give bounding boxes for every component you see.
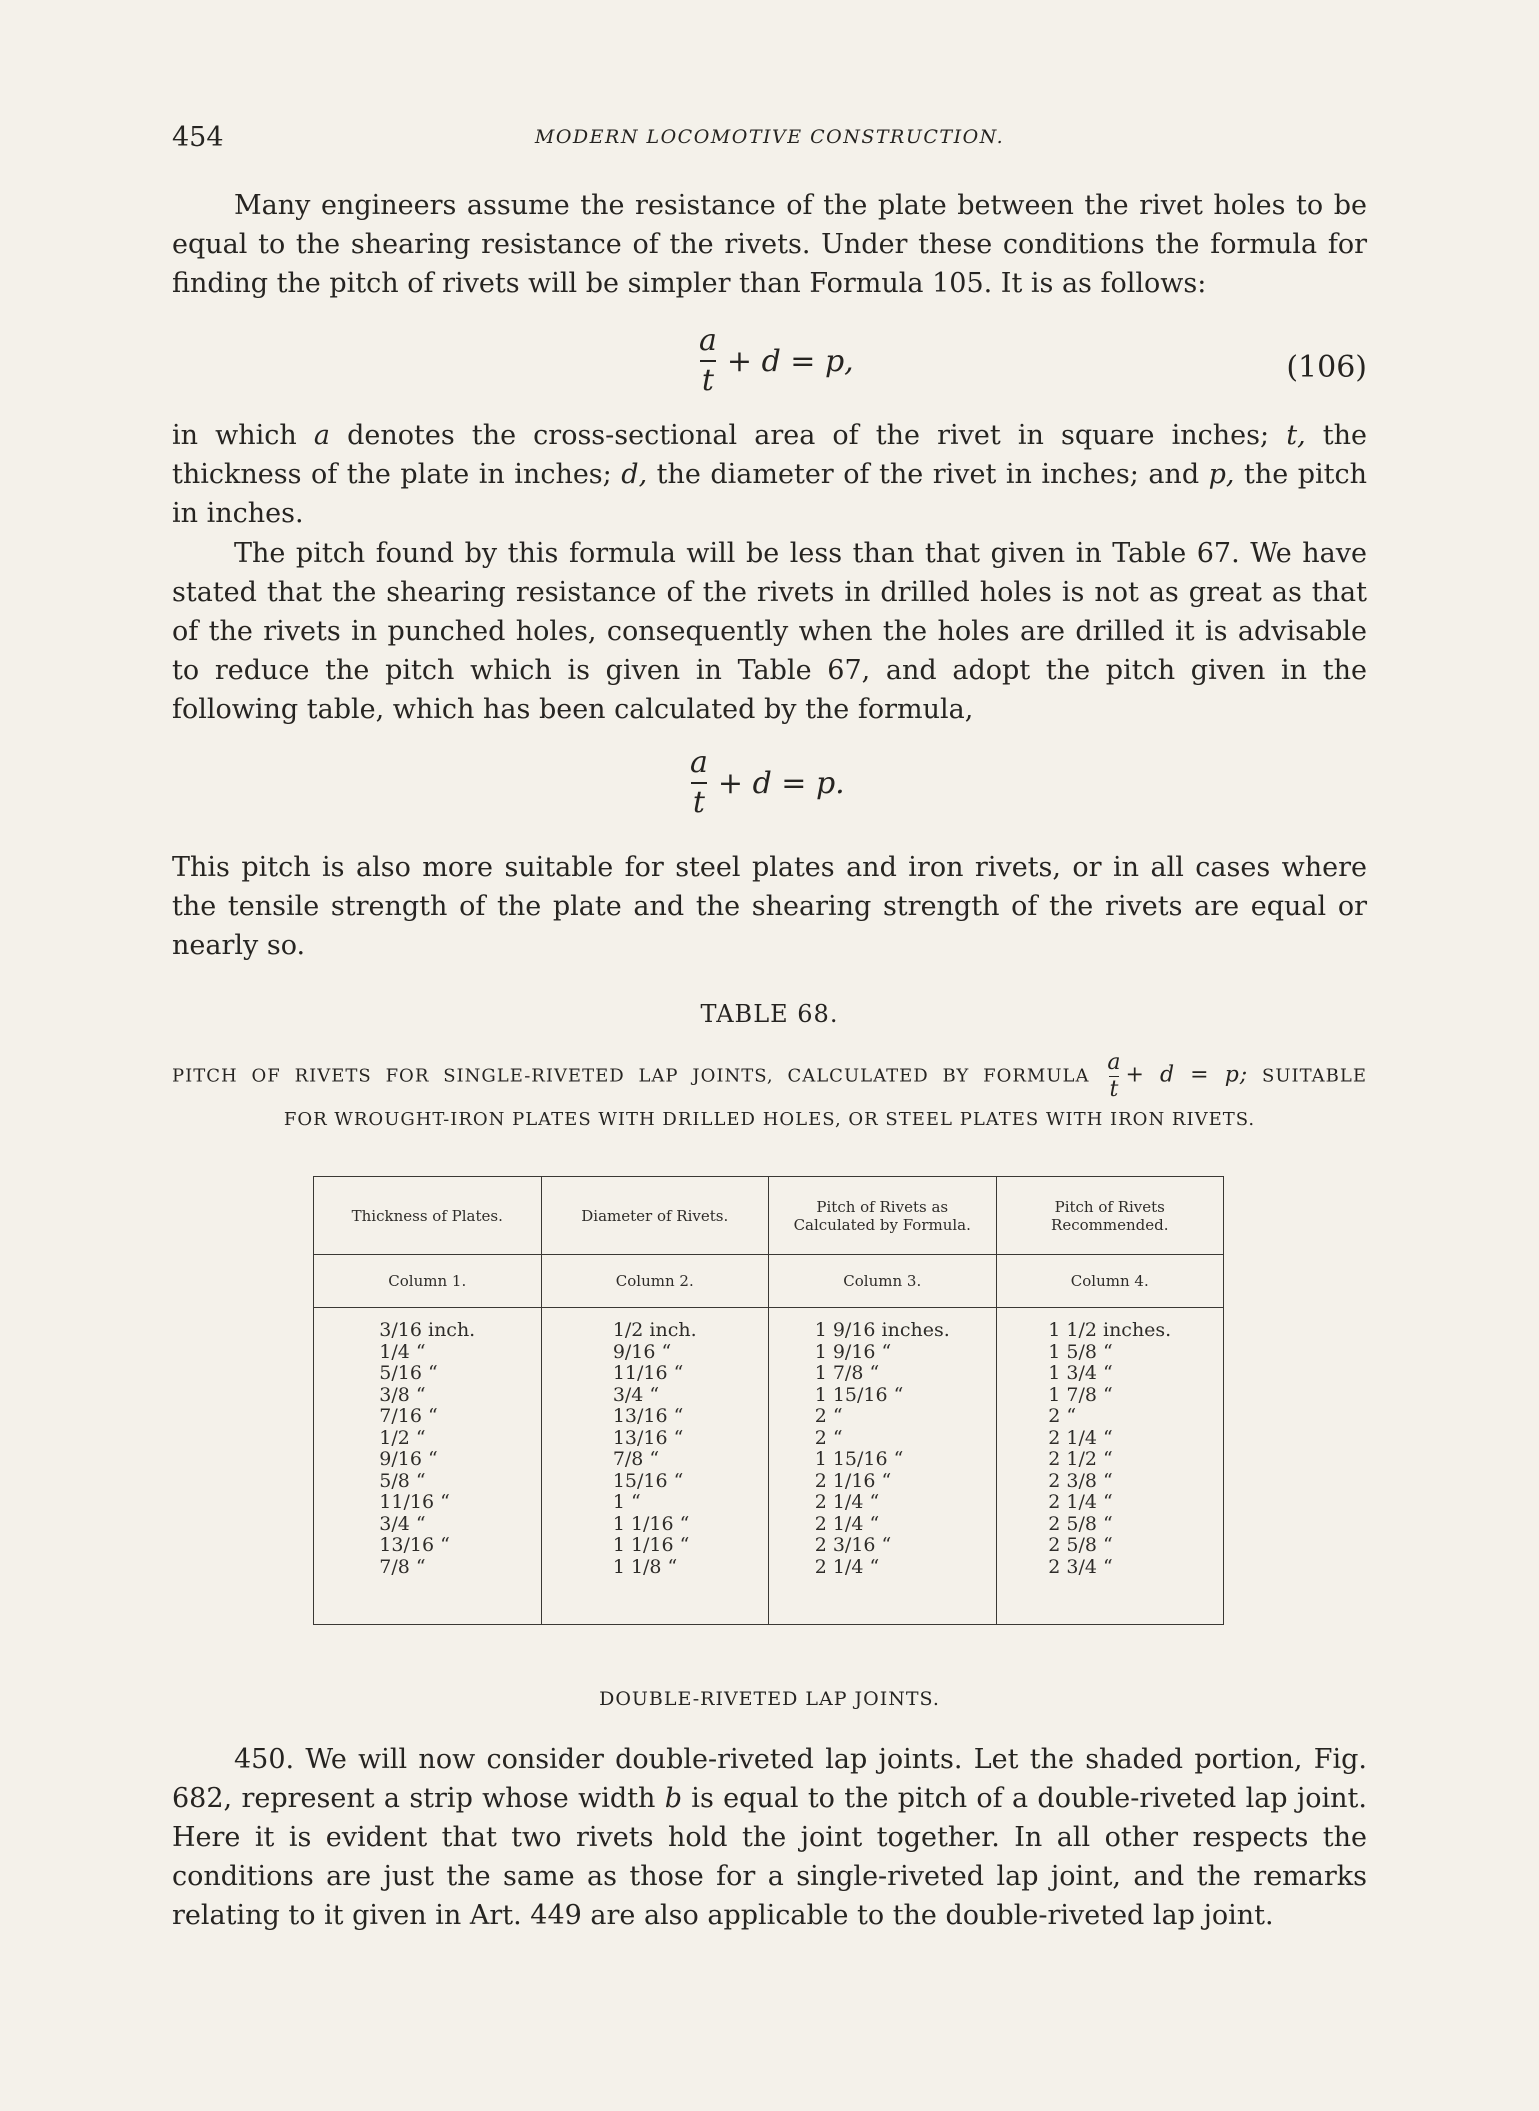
table-cell: 1 15/16 “ [814,1448,904,1470]
table-cell: 2 3/8 “ [1048,1469,1113,1492]
formula-rest: + d = p, [726,343,854,379]
table-body-row [314,1308,1224,1625]
formula-pitch [172,745,1367,828]
table-cell: 1 3/4 “ [1048,1362,1113,1384]
table-cell: 11/16 “ [379,1491,450,1513]
paragraph-intro: Many engineers assume the resistance of the plate between the rivet holes to be equal to the shearing resistance of the rivets. Under these conditions the formula for finding the pitch of rivets will be simpler than Formula 105. It is as follows: [172,190,1367,299]
paragraph-450: 450. We will now consider double-riveted lap joints. Let the shaded portion, Fig. 682, represent a strip whose width b is equal to the pitch of a double-riveted lap joint. Here it is evident that two rivets hold the joint together. In all other respects the conditions are just the same as those for a single-riveted lap joint, and the remarks relating to it given in Art. 449 are also applicable to the double-riveted lap joint. [172,1744,1367,1931]
paragraph-definitions: in which a denotes the cross-sectional area of the rivet in square inches; t, the thickness of the plate in inches; d, the diameter of the rivet in inches; and p, the pitch in inches. [172,420,1367,529]
table-cell: 2 “ [814,1405,843,1427]
rivet-pitch-table [313,1176,1224,1625]
table-cell: 2 1/4 “ [1048,1491,1113,1513]
table-cell: 2 1/4 “ [1048,1426,1113,1449]
table-cell: 5/16 “ [379,1362,438,1384]
table-title: TABLE 68. [700,1000,839,1028]
table-cell: 2 1/4 “ [814,1555,880,1578]
table-cell: 2 1/4 “ [814,1512,880,1535]
header-diameter: Diameter of Rivets. [541,1177,769,1255]
column-3-values [815,1320,950,1578]
table-caption-line2: FOR WROUGHT-IRON PLATES WITH DRILLED HOLES, OR STEEL PLATES WITH IRON RIVETS. [283,1109,1256,1130]
table-cell: 7/8 “ [379,1555,426,1578]
table-cell: 13/16 “ [379,1534,450,1556]
column-2-values [613,1320,697,1578]
column-1-values [379,1320,475,1578]
formula-number: (106) [1286,350,1367,385]
header-thickness: Thickness of Plates. [314,1177,542,1255]
table-cell: 1/2 “ [379,1426,426,1449]
table-cell: 5/8 “ [379,1469,426,1492]
table-cell: 2 “ [1048,1405,1077,1427]
table-cell: 2 “ [814,1426,843,1449]
table-cell: 1 7/8 “ [1048,1383,1113,1406]
table-cell: 1 1/8 “ [612,1555,678,1578]
running-title: MODERN LOCOMOTIVE CONSTRUCTION. [534,126,1005,148]
table-cell: 1/2 inch. [612,1319,697,1341]
section-heading: DOUBLE-RIVETED LAP JOINTS. [599,1688,940,1710]
table-cell: 3/16 inch. [379,1319,476,1341]
table-cell: 13/16 “ [612,1426,684,1449]
formula-106 [172,323,1367,406]
table-cell: 1 9/16 inches. [814,1319,950,1341]
table-cell: 2 1/4 “ [814,1491,880,1513]
column-label-3: Column 3. [769,1255,997,1308]
table-cell: 7/8 “ [612,1448,660,1470]
formula-rest: + d = p. [717,765,845,801]
paragraph-steel-plates: This pitch is also more suitable for steel plates and iron rivets, or in all cases where the tensile strength of the plate and the shearing strength of the rivets are equal or nearly so. [172,852,1367,961]
table-cell: 1 15/16 “ [814,1383,904,1406]
table-cell: 2 5/8 “ [1048,1512,1113,1535]
table-cell: 9/16 “ [379,1448,438,1470]
table-cell: 2 3/16 “ [814,1534,892,1556]
table-cell: 1 7/8 “ [814,1362,880,1384]
table-cell: 3/4 “ [379,1512,426,1535]
table-cell: 3/8 “ [379,1383,426,1406]
table-cell: 3/4 “ [612,1383,660,1406]
page-header [172,122,1367,162]
table-cell: 11/16 “ [612,1362,684,1384]
fraction-a-over-t: $\frac{a}{t}$ [699,323,717,398]
table-cell: 1 5/8 “ [1048,1340,1113,1363]
table-cell: 15/16 “ [612,1469,684,1492]
table-cell: 1 1/16 “ [612,1512,690,1535]
column-label-2: Column 2. [541,1255,769,1308]
table-cell: 1/4 “ [379,1340,426,1363]
table-cell: 1 “ [612,1491,641,1513]
page-number: 454 [172,122,224,153]
column-4-values [1048,1320,1171,1578]
header-pitch-calculated: Pitch of Rivets as Calculated by Formula. [769,1177,997,1255]
fraction-a-over-t: $\frac{a}{t}$ [690,745,708,820]
table-cell: 2 3/4 “ [1048,1555,1113,1578]
table-cell: 1 1/16 “ [612,1534,690,1556]
table-cell: 1 1/2 inches. [1048,1319,1172,1341]
table-cell: 13/16 “ [612,1405,684,1427]
column-label-1: Column 1. [314,1255,542,1308]
table-cell: 9/16 “ [612,1340,672,1363]
table-cell: 1 9/16 “ [814,1340,892,1363]
table-cell: 2 1/16 “ [814,1469,892,1492]
table-cell: 2 1/2 “ [1048,1448,1113,1470]
table-cell: 7/16 “ [379,1405,438,1427]
table-caption-line1: PITCH OF RIVETS FOR SINGLE-RIVETED LAP JOINTS, CALCULATED BY FORMULA $\frac{a}{t}$ + d = p; SUITABLE [172,1050,1367,1102]
header-pitch-recommended: Pitch of Rivets Recommended. [996,1177,1224,1255]
column-label-4: Column 4. [996,1255,1224,1308]
paragraph-pitch-table: The pitch found by this formula will be less than that given in Table 67. We have stated that the shearing resistance of the rivets in drilled holes is not as great as that of the rivets in punched holes, consequently when the holes are drilled it is advisable to reduce the pitch which is given in Table 67, and adopt the pitch given in the following table, which has been calculated by the formula, [172,538,1367,725]
table-cell: 2 5/8 “ [1048,1534,1113,1556]
